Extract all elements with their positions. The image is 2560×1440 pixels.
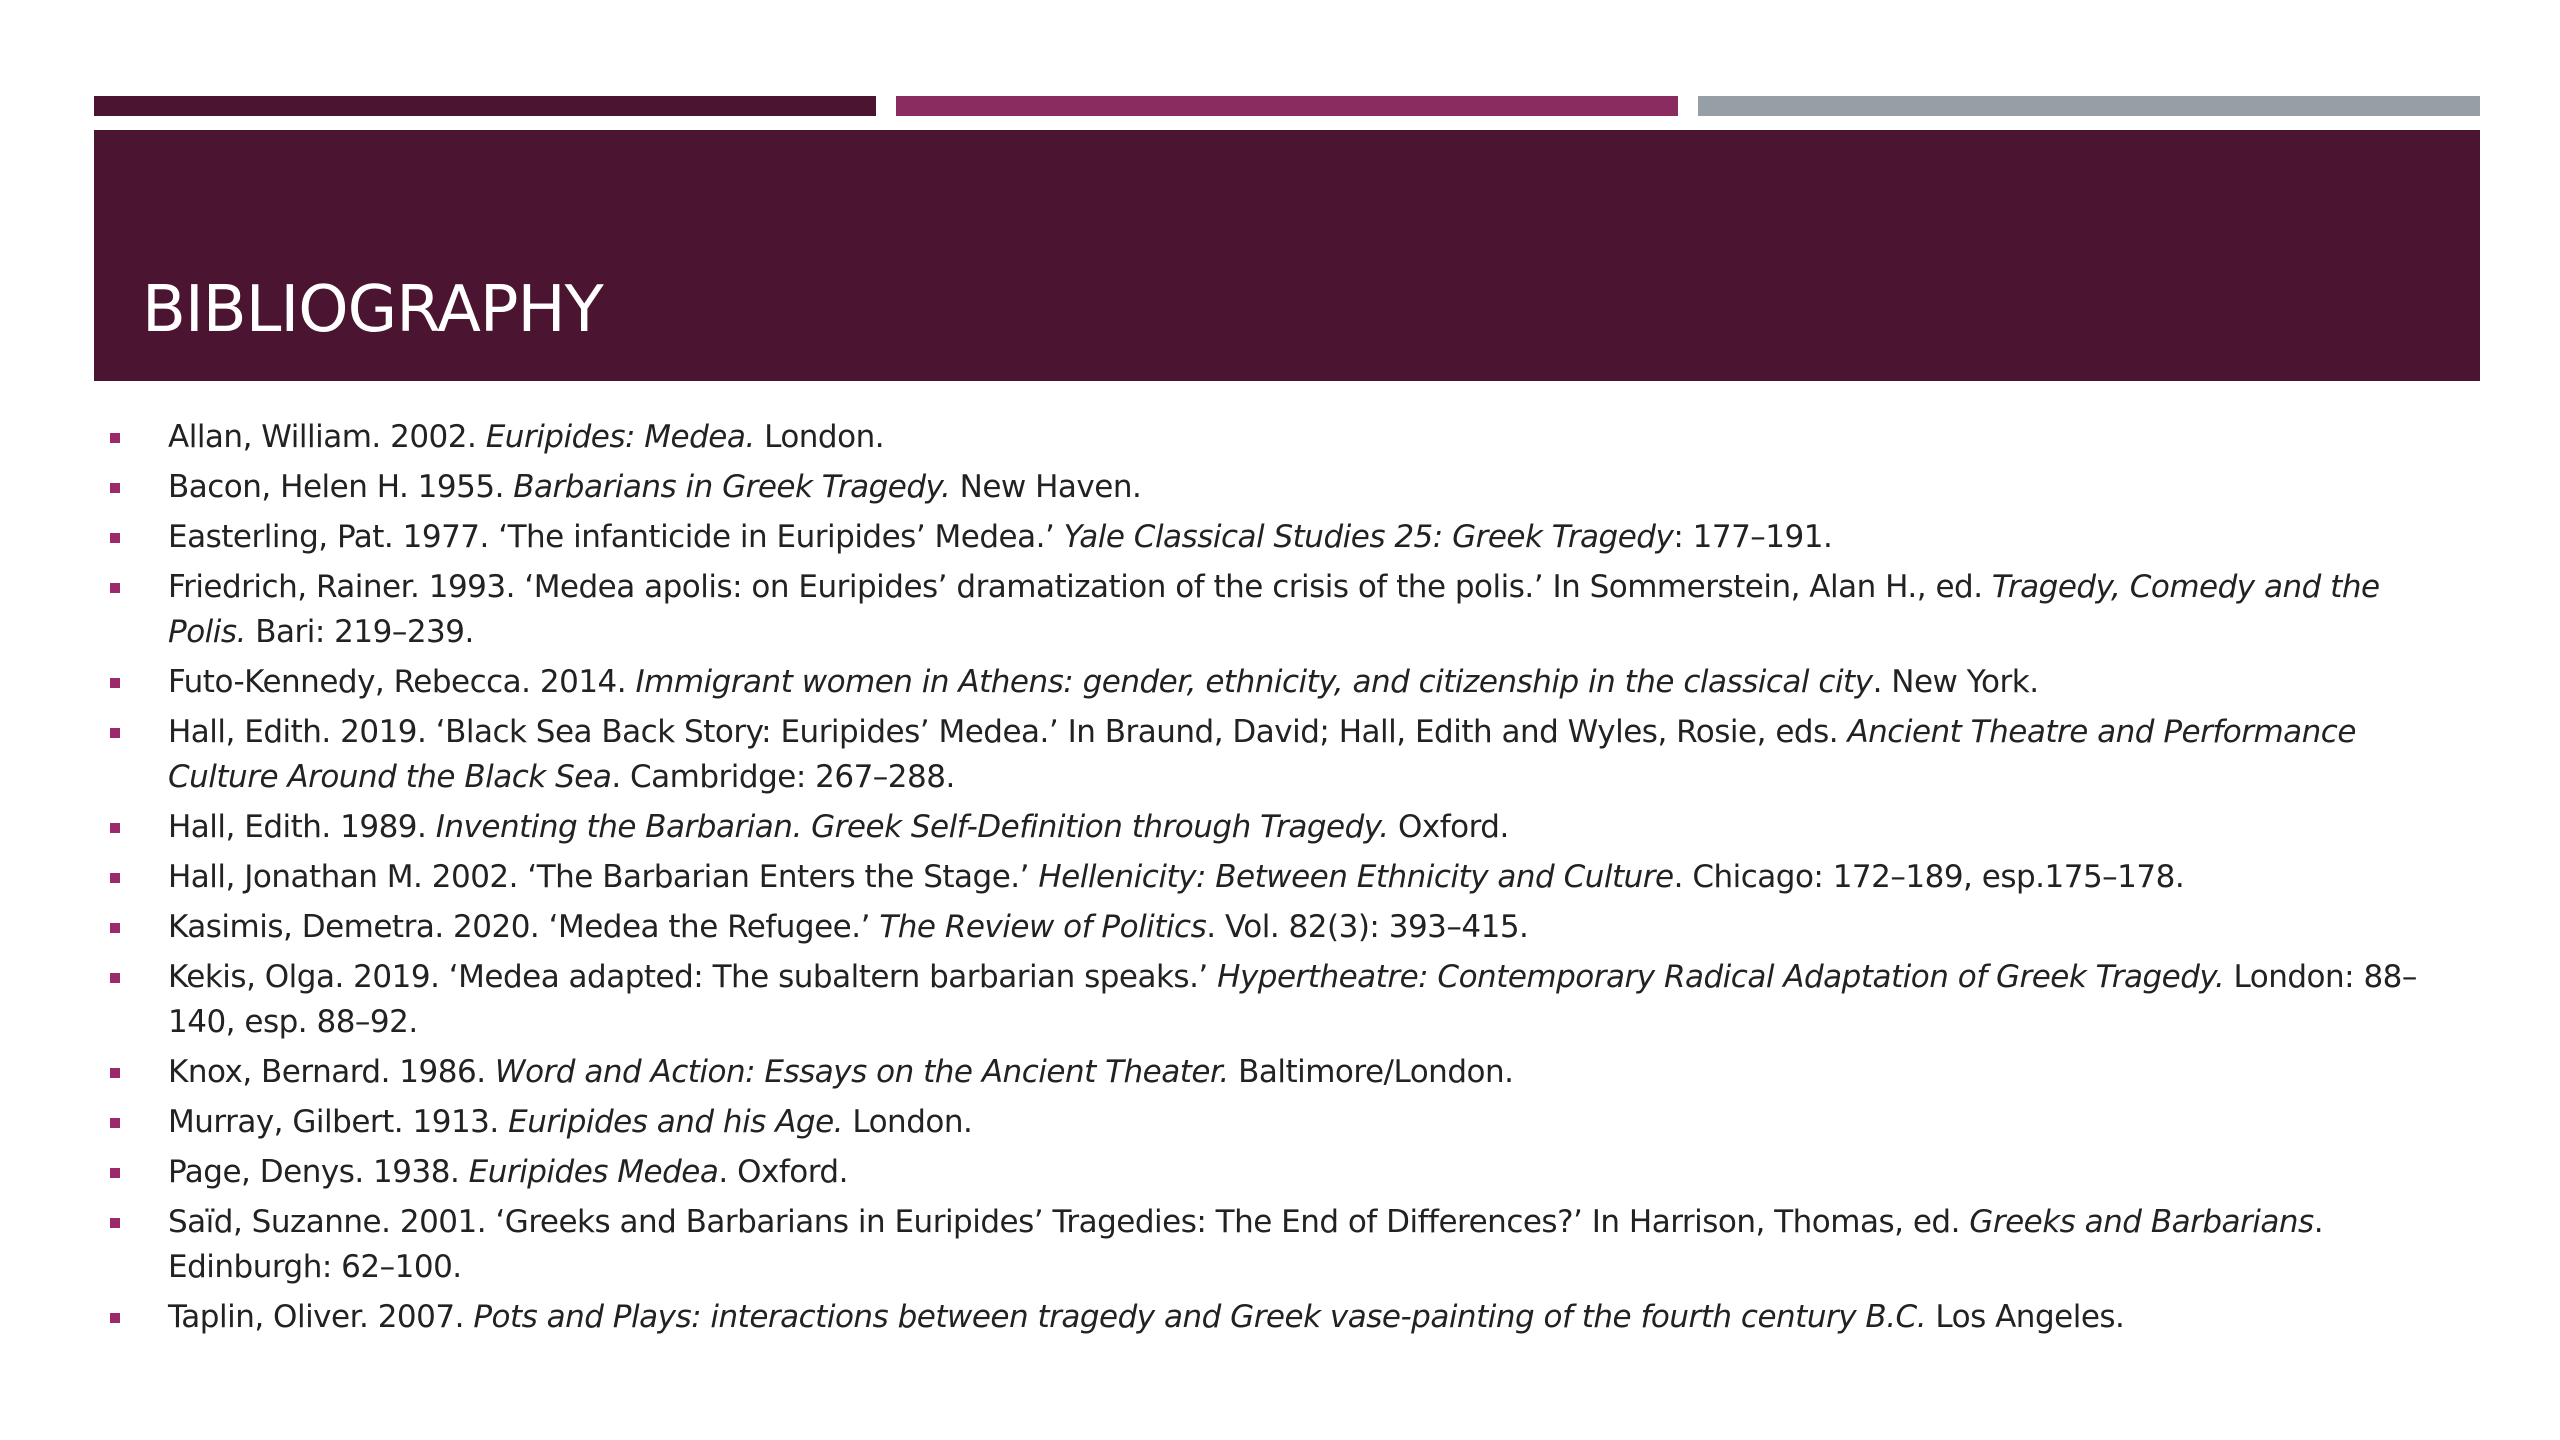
bibliography-entry-text	[168, 419, 884, 455]
entry-work-title: Word and Action: Essays on the Ancient Theater.	[494, 1054, 1229, 1090]
entry-publication-details: Los Angeles.	[1926, 1299, 2125, 1335]
entry-author-year: Futo-Kennedy, Rebecca. 2014.	[168, 664, 636, 700]
entry-publication-details: . Chicago: 172–189, esp.175–178.	[1673, 859, 2185, 895]
bibliography-entry	[94, 415, 2454, 460]
entry-publication-details: . Edinburgh: 62–100.	[168, 1204, 2324, 1285]
entry-publication-details: Bari: 219–239.	[245, 614, 474, 650]
entry-work-title: Ancient Theatre and Performance Culture Around the Black Sea	[168, 714, 2356, 795]
square-bullet-icon	[110, 533, 120, 543]
square-bullet-icon	[110, 433, 120, 443]
bibliography-entry-text	[168, 469, 1141, 505]
bibliography-entry	[94, 1100, 2454, 1145]
square-bullet-icon	[110, 1168, 120, 1178]
entry-publication-details: London.	[754, 419, 885, 455]
entry-work-title: Euripides and his Age.	[508, 1104, 843, 1140]
entry-author-year: Kekis, Olga. 2019. ‘Medea adapted: The subaltern barbarian speaks.’	[168, 959, 1218, 995]
entry-publication-details: Oxford.	[1388, 809, 1509, 845]
entry-publication-details: : 177–191.	[1673, 519, 1833, 555]
bibliography-entry-text	[168, 809, 1509, 845]
entry-publication-details: . Cambridge: 267–288.	[611, 759, 955, 795]
entry-work-title: Barbarians in Greek Tragedy.	[513, 469, 951, 505]
accent-bar-gray	[1698, 96, 2480, 116]
entry-publication-details: . Vol. 82(3): 393–415.	[1206, 909, 1529, 945]
slide-title: BIBLIOGRAPHY	[142, 273, 603, 347]
entry-work-title: Euripides: Medea.	[485, 419, 755, 455]
bibliography-entry	[94, 855, 2454, 900]
entry-work-title: Immigrant women in Athens: gender, ethnicity, and citizenship in the classical city	[635, 664, 1873, 700]
bibliography-entry-text	[168, 909, 1528, 945]
bibliography-entry	[94, 955, 2454, 1045]
entry-author-year: Kasimis, Demetra. 2020. ‘Medea the Refugee.’	[168, 909, 880, 945]
bibliography-entry-text	[168, 1104, 972, 1140]
bibliography-entry	[94, 805, 2454, 850]
square-bullet-icon	[110, 483, 120, 493]
accent-bar-magenta	[896, 96, 1678, 116]
entry-publication-details: London.	[843, 1104, 973, 1140]
entry-work-title: The Review of Politics	[879, 909, 1207, 945]
square-bullet-icon	[110, 1313, 120, 1323]
entry-work-title: Pots and Plays: interactions between tragedy and Greek vase-painting of the fourth century B.C.	[473, 1299, 1927, 1335]
bibliography-entry-text	[168, 959, 2417, 1040]
entry-author-year: Easterling, Pat. 1977. ‘The infanticide in Euripides’ Medea.’	[168, 519, 1064, 555]
square-bullet-icon	[110, 1068, 120, 1078]
entry-author-year: Friedrich, Rainer. 1993. ‘Medea apolis: on Euripides’ dramatization of the crisis of the polis.’ In Sommerstein, Alan H., ed.	[168, 569, 1992, 605]
entry-work-title: Tragedy, Comedy and the Polis.	[168, 569, 2380, 650]
entry-work-title: Hypertheatre: Contemporary Radical Adaptation of Greek Tragedy.	[1217, 959, 2225, 995]
entry-author-year: Hall, Edith. 1989.	[168, 809, 436, 845]
bibliography-entry-text	[168, 1054, 1513, 1090]
bibliography-entry-text	[168, 859, 2184, 895]
entry-publication-details: . New York.	[1872, 664, 2039, 700]
entry-author-year: Saïd, Suzanne. 2001. ‘Greeks and Barbarians in Euripides’ Tragedies: The End of Differences?’ In Harrison, Thomas, ed.	[168, 1204, 1970, 1240]
entry-work-title: Greeks and Barbarians	[1969, 1204, 2314, 1240]
bibliography-entry	[94, 1200, 2454, 1290]
bibliography-entry	[94, 1150, 2454, 1195]
square-bullet-icon	[110, 1118, 120, 1128]
entry-author-year: Page, Denys. 1938.	[168, 1154, 469, 1190]
entry-publication-details: Baltimore/London.	[1228, 1054, 1514, 1090]
square-bullet-icon	[110, 973, 120, 983]
entry-publication-details: . Oxford.	[718, 1154, 848, 1190]
entry-author-year: Hall, Edith. 2019. ‘Black Sea Back Story: Euripides’ Medea.’ In Braund, David; Hall, Edith and Wyles, Rosie, eds.	[168, 714, 1848, 750]
square-bullet-icon	[110, 583, 120, 593]
bibliography-entry	[94, 515, 2454, 560]
entry-work-title: Yale Classical Studies 25: Greek Tragedy	[1063, 519, 1674, 555]
bibliography-entry-text	[168, 1204, 2323, 1285]
bibliography-entry	[94, 905, 2454, 950]
square-bullet-icon	[110, 1218, 120, 1228]
square-bullet-icon	[110, 923, 120, 933]
bibliography-entry	[94, 1295, 2454, 1340]
entry-author-year: Taplin, Oliver. 2007.	[168, 1299, 474, 1335]
entry-author-year: Allan, William. 2002.	[168, 419, 486, 455]
bibliography-entry-text	[168, 519, 1832, 555]
entry-author-year: Bacon, Helen H. 1955.	[168, 469, 514, 505]
bibliography-entry-text	[168, 1299, 2124, 1335]
bibliography-entry	[94, 660, 2454, 705]
entry-author-year: Knox, Bernard. 1986.	[168, 1054, 495, 1090]
square-bullet-icon	[110, 728, 120, 738]
bibliography-entry	[94, 710, 2454, 800]
entry-author-year: Murray, Gilbert. 1913.	[168, 1104, 509, 1140]
accent-bar-dark	[94, 96, 876, 116]
bibliography-entry-text	[168, 664, 2039, 700]
entry-author-year: Hall, Jonathan M. 2002. ‘The Barbarian Enters the Stage.’	[168, 859, 1039, 895]
entry-work-title: Hellenicity: Between Ethnicity and Culture	[1038, 859, 1674, 895]
bibliography-entry-text	[168, 714, 2356, 795]
square-bullet-icon	[110, 873, 120, 883]
entry-work-title: Euripides Medea	[468, 1154, 719, 1190]
bibliography-list	[94, 415, 2454, 1345]
entry-work-title: Inventing the Barbarian. Greek Self-Definition through Tragedy.	[435, 809, 1389, 845]
bibliography-entry-text	[168, 569, 2380, 650]
entry-publication-details: New Haven.	[950, 469, 1142, 505]
square-bullet-icon	[110, 678, 120, 688]
bibliography-entry	[94, 465, 2454, 510]
bibliography-entry-text	[168, 1154, 848, 1190]
bibliography-entry	[94, 1050, 2454, 1095]
bibliography-entry	[94, 565, 2454, 655]
entry-publication-details: London: 88–140, esp. 88–92.	[168, 959, 2417, 1040]
title-band	[94, 130, 2480, 381]
square-bullet-icon	[110, 823, 120, 833]
